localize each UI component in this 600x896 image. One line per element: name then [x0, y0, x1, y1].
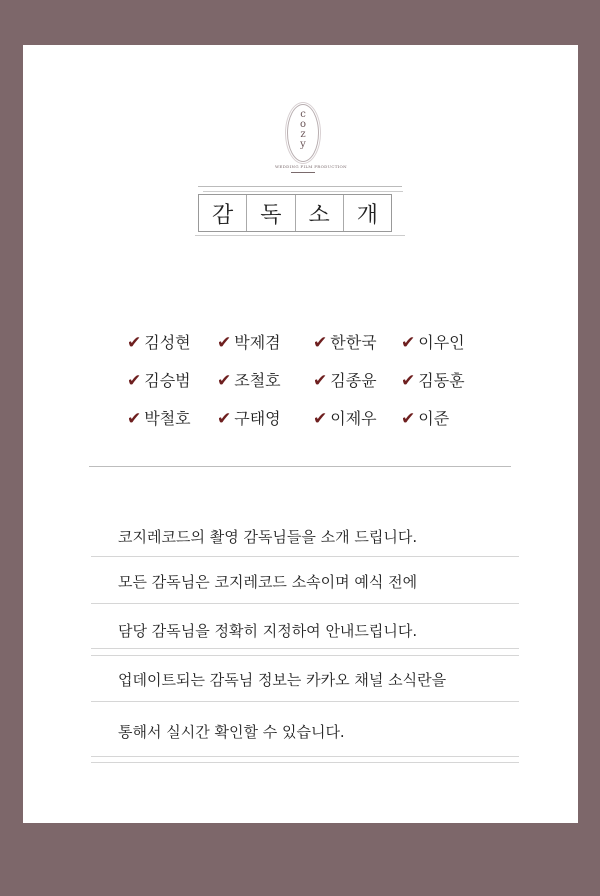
- director-name: 이준: [418, 409, 450, 428]
- title-char: 소: [296, 195, 344, 231]
- logo-underline: [291, 172, 315, 173]
- title-char: 개: [356, 202, 378, 228]
- note-rule: [91, 762, 519, 763]
- director-item: [401, 330, 465, 354]
- note-rule: [91, 756, 519, 757]
- check-icon: ✔: [401, 409, 416, 429]
- director-item: [401, 406, 449, 430]
- check-icon: ✔: [217, 371, 232, 391]
- director-item: [313, 406, 377, 430]
- logo-subtitle: WEDDING FILM PRODUCTION: [275, 164, 347, 169]
- note-rule: [91, 648, 519, 649]
- note-rule: [91, 655, 519, 656]
- director-name: 박철호: [144, 409, 191, 428]
- description-text: 코지레코드의 촬영 감독님들을 소개 드립니다.: [118, 528, 418, 546]
- check-icon: ✔: [401, 333, 416, 353]
- check-icon: ✔: [127, 333, 142, 353]
- director-name: 구태영: [234, 409, 281, 428]
- check-icon: ✔: [217, 409, 232, 429]
- director-name: 이우인: [418, 333, 465, 352]
- title-rule-bottom: [195, 235, 405, 236]
- title-char: 독: [247, 195, 295, 231]
- title-char: 감: [199, 195, 247, 231]
- description-text: 모든 감독님은 코지레코드 소속이며 예식 전에: [118, 573, 418, 591]
- check-icon: ✔: [401, 371, 416, 391]
- check-icon: ✔: [217, 333, 232, 353]
- director-name: 김승범: [144, 371, 191, 390]
- director-name: 한한국: [330, 333, 377, 352]
- check-icon: ✔: [313, 371, 328, 391]
- director-item: [217, 330, 281, 354]
- intro-card: [23, 45, 578, 823]
- director-name: 박제겸: [234, 333, 281, 352]
- director-item: [313, 330, 377, 354]
- section-divider: [89, 466, 511, 467]
- director-item: [127, 330, 191, 354]
- title-rule-top: [198, 186, 402, 187]
- director-item: [401, 368, 465, 392]
- logo-letter: c: [300, 109, 306, 120]
- note-rule: [91, 701, 519, 702]
- description-text: 업데이트되는 감독님 정보는 카카오 채널 소식란을: [118, 671, 447, 689]
- page-title: [198, 194, 392, 232]
- logo-letter: y: [300, 139, 306, 150]
- note-rule: [91, 556, 519, 557]
- check-icon: ✔: [313, 333, 328, 353]
- check-icon: ✔: [127, 371, 142, 391]
- director-name: 조철호: [234, 371, 281, 390]
- check-icon: ✔: [127, 409, 142, 429]
- description-text: 담당 감독님을 정확히 지정하여 안내드립니다.: [118, 622, 418, 640]
- director-item: [313, 368, 377, 392]
- title-rule-top-2: [203, 191, 403, 192]
- director-name: 김동훈: [418, 371, 465, 390]
- logo-letter: z: [300, 129, 306, 140]
- director-name: 이제우: [330, 409, 377, 428]
- director-name: 김종윤: [330, 371, 377, 390]
- note-rule: [91, 603, 519, 604]
- description-text: 통해서 실시간 확인할 수 있습니다.: [118, 723, 345, 741]
- director-item: [217, 406, 281, 430]
- logo-wordmark: [293, 110, 313, 150]
- check-icon: ✔: [313, 409, 328, 429]
- director-item: [127, 406, 191, 430]
- director-name: 김성현: [144, 333, 191, 352]
- logo-letter: o: [299, 119, 307, 130]
- director-item: [127, 368, 191, 392]
- director-item: [217, 368, 281, 392]
